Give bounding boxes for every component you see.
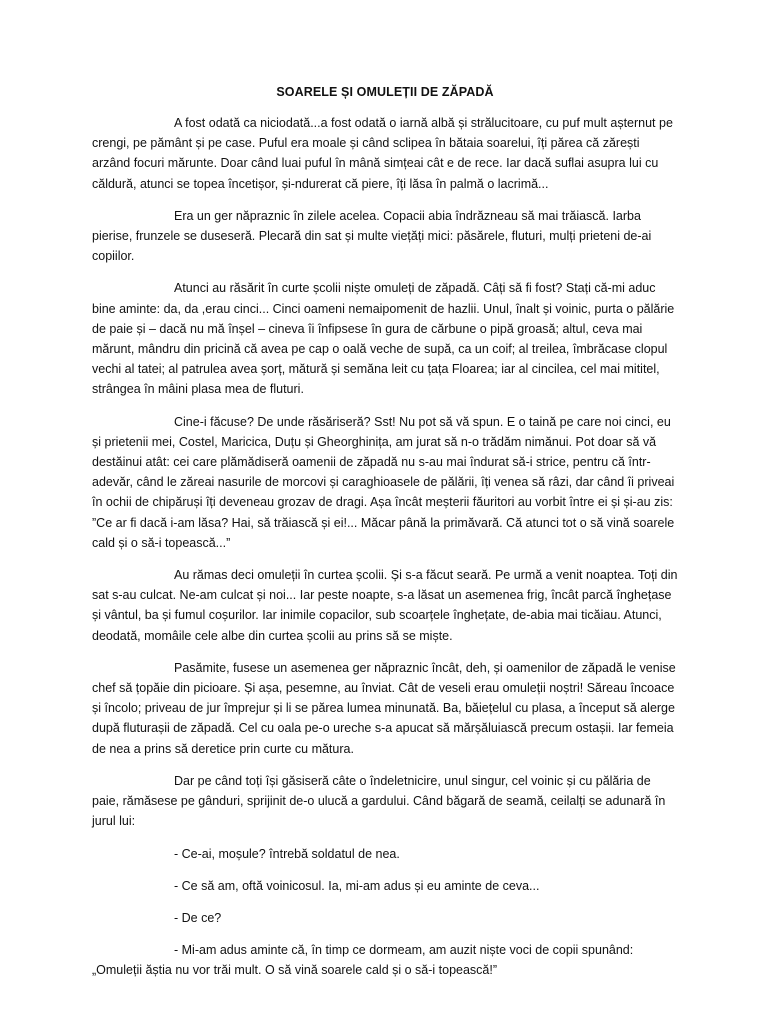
dialogue-line-4: - Mi-am adus aminte că, în timp ce dormeam, am auzit niște voci de copii spunând: „Omuleții ăștia nu vor trăi mult. O să vină soarele cald și o să-i topească!” [92, 943, 634, 978]
dialogue-line-1: - Ce-ai, moșule? întrebă soldatul de nea. [174, 846, 400, 861]
paragraph-5: Au rămas deci omuleții în curtea școlii. Și s-a făcut seară. Pe urmă a venit noaptea. Toți din sat s-au culcat. Ne-am culcat și noi... Iar peste noapte, s-a lăsat un asemenea frig, încât parcă înghețase și vântul, ba și fumul coșurilor. Iar inimile copacilor, sub scoarțele înghețate, de-abia mai ticăiau. Atunci, deodată, momâile cele albe din curtea școlii au prins să se miște. [92, 568, 678, 643]
paragraph-1: A fost odată ca niciodată...a fost odată o iarnă albă și strălucitoare, cu puf mult așternut pe crengi, pe pământ și pe case. Puful era moale și când sclipea în bătaia soarelui, îți părea că zărești arzând focuri mărunte. Doar când luai puful în mână simțeai cât e de rece. Iar dacă suflai asupra lui cu căldură, atunci se topea încetișor, și-ndurerat că piere, îți lăsa în palmă o lacrimă... [92, 116, 673, 191]
document-title: SOARELE ȘI OMULEȚII DE ZĂPADĂ [276, 85, 494, 99]
dialogue-line-3: - De ce? [174, 910, 222, 925]
paragraph-4: Cine-i făcuse? De unde răsăriseră? Sst! Nu pot să vă spun. E o taină pe care noi cinci, eu și prietenii mei, Costel, Maricica, Duțu și Gheorghinița, am jurat să n-o trădăm nimănui. Pot doar să vă destăinui atât: cei care plămădiseră oamenii de zăpadă nu s-au mai îndurat să-i strice, pentru că într-adevăr, când le zăreai nasurile de morcovi și caraghioasele de pălării, îți venea să râzi, dar când îi priveai în ochii de chipăruși îți deveneau grozav de dragi. Așa încât meșterii făuritori au vorbit între ei și și-au zis: ”Ce ar fi dacă i-am lăsa? Hai, să trăiască și ei!... Măcar până la primăvară. Că atunci tot o să vină soarele cald și o să-i topească...” [92, 414, 675, 550]
paragraph-2: Era un ger năpraznic în zilele acelea. Copacii abia îndrăzneau să mai trăiască. Iarba pierise, frunzele se duseseră. Plecară din sat și multe viețăți mici: păsărele, fluturi, mulți prieteni de-ai copiilor. [92, 208, 652, 264]
paragraph-6: Pasămite, fusese un asemenea ger năpraznic încât, deh, și oamenilor de zăpadă le venise chef să țopăie din picioare. Și așa, pesemne, au înviat. Cât de veseli erau omuleții noștri! Săreau încoace și încolo; priveau de jur împrejur și li se părea lumea minunată. Ba, băiețelul cu plasa, a început să alerge după fluturașii de zăpadă. Cel cu oala pe-o ureche s-a apucat să mărșăluiască precum ostașii. Iar femeia de nea a prins să deretice prin curte cu mătura. [92, 660, 676, 756]
paragraph-7: Dar pe când toți își găsiseră câte o îndeletnicire, unul singur, cel voinic și cu pălăria de paie, rămăsese pe gânduri, sprijinit de-o ulucă a gardului. Când băgară de seamă, ceilalți se adunară în jurul lui: [92, 773, 666, 829]
dialogue-line-2: - Ce să am, oftă voinicosul. Ia, mi-am adus și eu aminte de ceva... [174, 878, 540, 893]
paragraph-3: Atunci au răsărit în curte școlii niște omuleți de zăpadă. Câți să fi fost? Stați că-mi aduc bine aminte: da, da ,erau cinci... Cinci oameni nemaipomenit de hazlii. Unul, înalt și voinic, purta o pălărie de paie și – dacă nu mă înșel – cineva îi înfipsese în gura de cărbune o pipă groasă; altul, ceva mai mărunt, mândru din pricină că avea pe cap o oală veche de supă, ca un coif; al treilea, îmbrăcase clopul vechi al tatei; al patrulea avea șorț, mătură și semăna leit cu țața Floarea; iar al cincilea, cel mai mititel, strângea în mâini plasa mea de fluturi. [92, 281, 675, 397]
document-page [92, 82, 678, 993]
